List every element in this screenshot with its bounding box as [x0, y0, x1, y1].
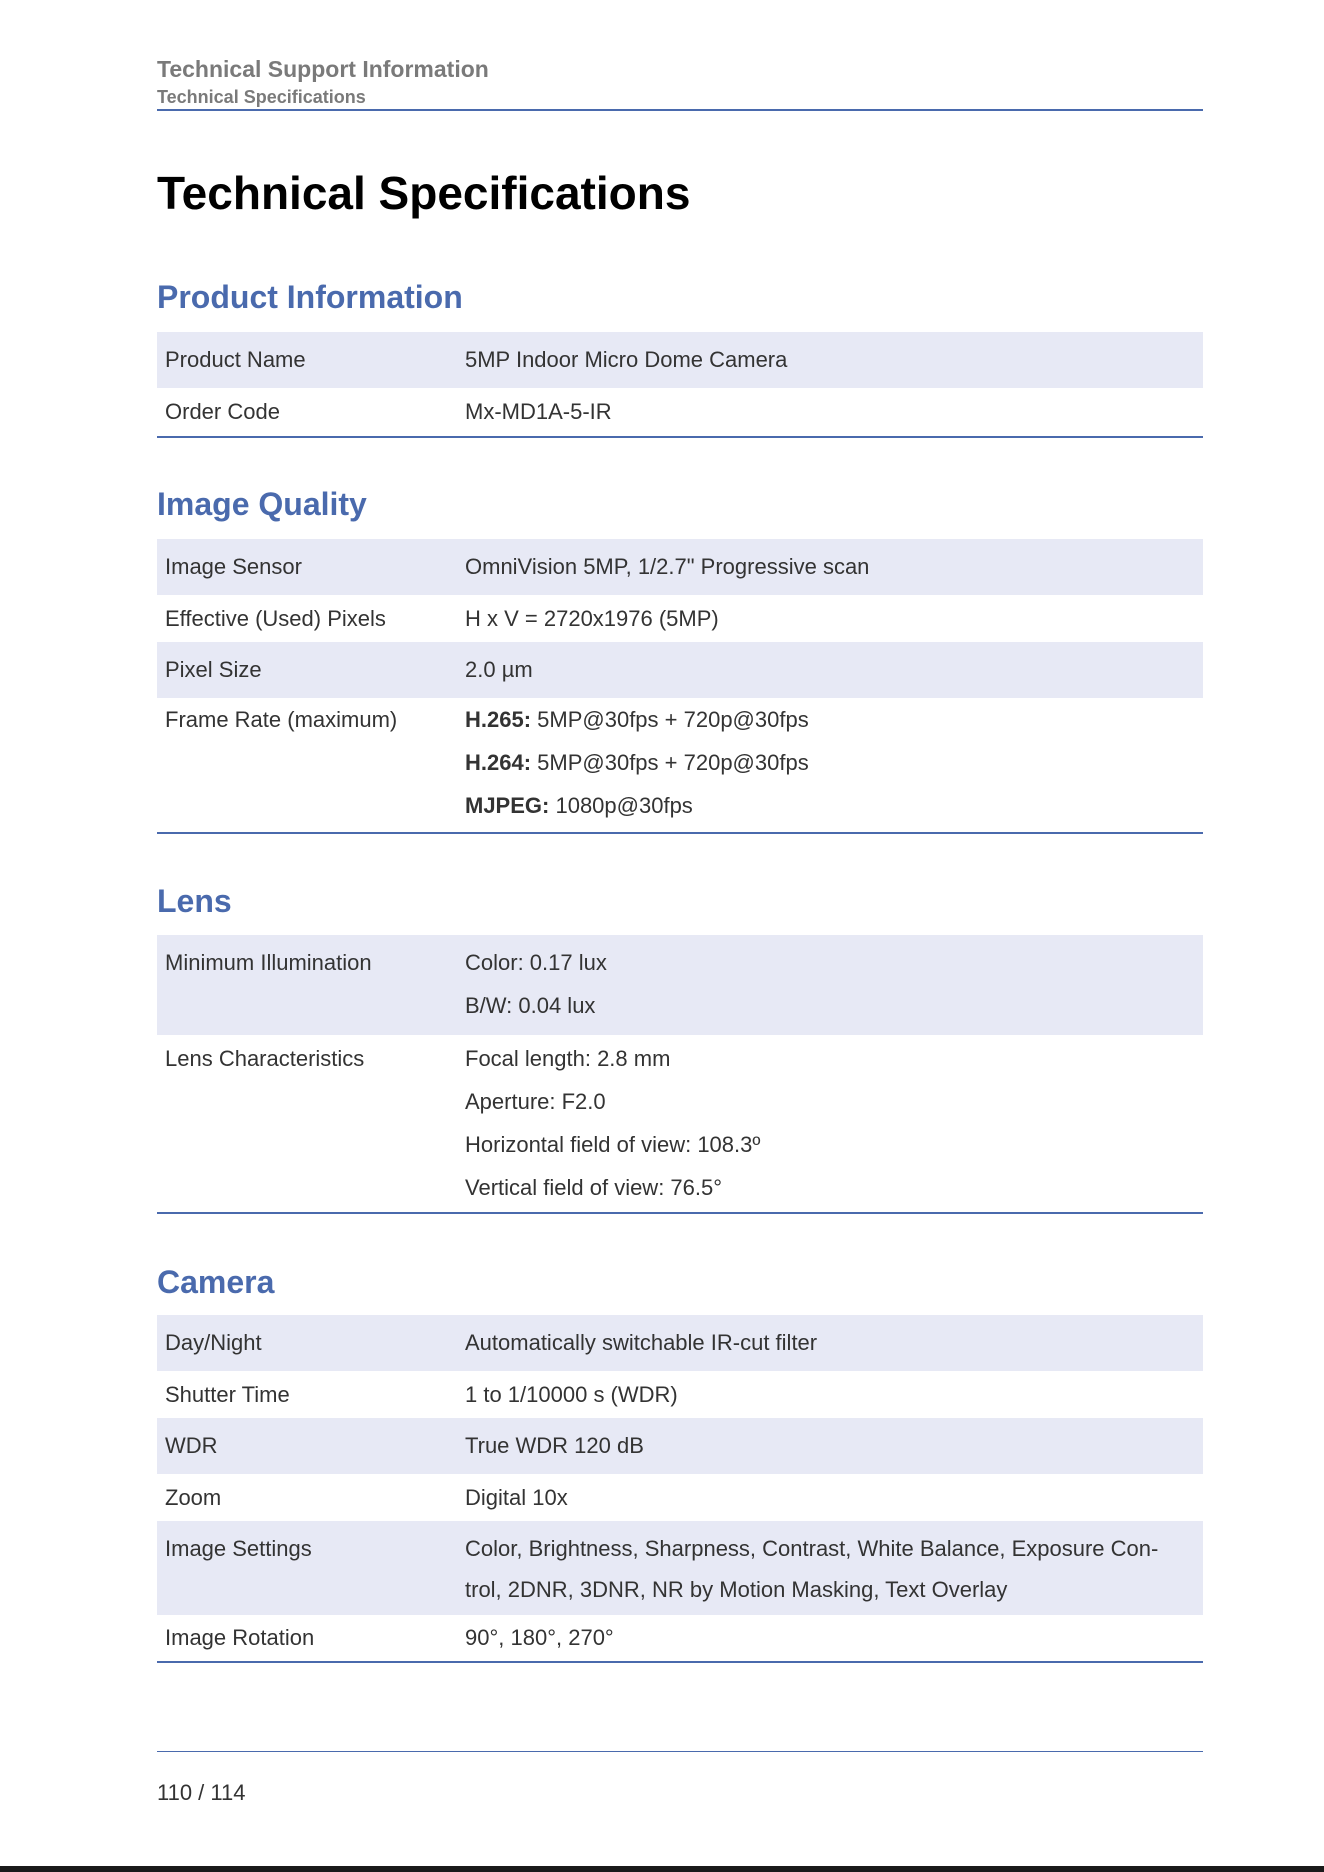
spec-label: Zoom [165, 1485, 222, 1510]
table-row [157, 1418, 1203, 1474]
table-row [157, 1371, 1203, 1418]
spec-value [457, 935, 1203, 1035]
page-title: Technical Specifications [157, 167, 691, 219]
table-row [157, 539, 1203, 595]
bottom-edge [0, 1866, 1324, 1872]
frame-rate-line: MJPEG: 1080p@30fps [465, 793, 693, 818]
lens-table [157, 935, 1203, 1214]
image-quality-table [157, 539, 1203, 834]
spec-value: Digital 10x [465, 1485, 568, 1510]
spec-label: Shutter Time [165, 1382, 290, 1407]
lens-characteristic-line: Horizontal field of view: 108.3º [465, 1132, 761, 1157]
table-row [157, 1474, 1203, 1521]
spec-label: Image Settings [157, 1521, 457, 1615]
frame-rate-line: H.264: 5MP@30fps + 720p@30fps [465, 750, 809, 775]
spec-label: Effective (Used) Pixels [165, 606, 386, 631]
spec-label: Frame Rate (maximum) [165, 707, 398, 732]
table-row [157, 1035, 1203, 1213]
spec-label: Product Name [157, 332, 457, 388]
spec-value: 1 to 1/10000 s (WDR) [465, 1382, 678, 1407]
spec-value: Mx-MD1A-5-IR [465, 399, 612, 424]
spec-label: Pixel Size [157, 642, 457, 698]
spec-label: Image Rotation [165, 1625, 315, 1650]
table-row [157, 935, 1203, 1035]
product-information-table [157, 332, 1203, 438]
illumination-line: B/W: 0.04 lux [465, 993, 596, 1018]
spec-value [457, 1521, 1203, 1615]
footer-rule [157, 1751, 1203, 1752]
lens-characteristic-line: Vertical field of view: 76.5° [465, 1175, 723, 1200]
header-subtitle: Technical Specifications [157, 87, 366, 107]
spec-value: 90°, 180°, 270° [465, 1625, 614, 1650]
section-title-image-quality: Image Quality [157, 486, 367, 522]
table-row [157, 1521, 1203, 1615]
spec-label: Lens Characteristics [165, 1046, 365, 1071]
spec-value: Automatically switchable IR-cut filter [457, 1315, 1203, 1371]
spec-label: Image Sensor [157, 539, 457, 595]
table-row [157, 642, 1203, 698]
spec-value: 5MP Indoor Micro Dome Camera [457, 332, 1203, 388]
spec-value [457, 1035, 1203, 1213]
table-row [157, 388, 1203, 437]
header-title: Technical Support Information [157, 56, 489, 82]
illumination-line: Color: 0.17 lux [465, 950, 607, 975]
section-title-camera: Camera [157, 1264, 275, 1300]
image-settings-line: Color, Brightness, Sharpness, Contrast, White Balance, Exposure Con- [465, 1536, 1159, 1561]
page-number: 110 / 114 [157, 1780, 246, 1805]
lens-characteristic-line: Focal length: 2.8 mm [465, 1046, 671, 1071]
spec-value [457, 698, 1203, 833]
spec-value: OmniVision 5MP, 1/2.7" Progressive scan [457, 539, 1203, 595]
table-row [157, 332, 1203, 388]
spec-value: True WDR 120 dB [457, 1418, 1203, 1474]
table-row [157, 595, 1203, 642]
spec-label: Order Code [165, 399, 280, 424]
running-header [157, 52, 1203, 111]
spec-value: 2.0 µm [457, 642, 1203, 698]
section-title-product-information: Product Information [157, 279, 463, 315]
table-row [157, 1615, 1203, 1662]
section-title-lens: Lens [157, 883, 232, 919]
image-settings-line: trol, 2DNR, 3DNR, NR by Motion Masking, Text Overlay [465, 1577, 1008, 1602]
frame-rate-line: H.265: 5MP@30fps + 720p@30fps [465, 707, 809, 732]
camera-table [157, 1315, 1203, 1663]
table-row [157, 1315, 1203, 1371]
table-row [157, 698, 1203, 833]
spec-value: H x V = 2720x1976 (5MP) [465, 606, 719, 631]
spec-label: Minimum Illumination [157, 935, 457, 1035]
spec-label: Day/Night [157, 1315, 457, 1371]
lens-characteristic-line: Aperture: F2.0 [465, 1089, 606, 1114]
spec-label: WDR [157, 1418, 457, 1474]
